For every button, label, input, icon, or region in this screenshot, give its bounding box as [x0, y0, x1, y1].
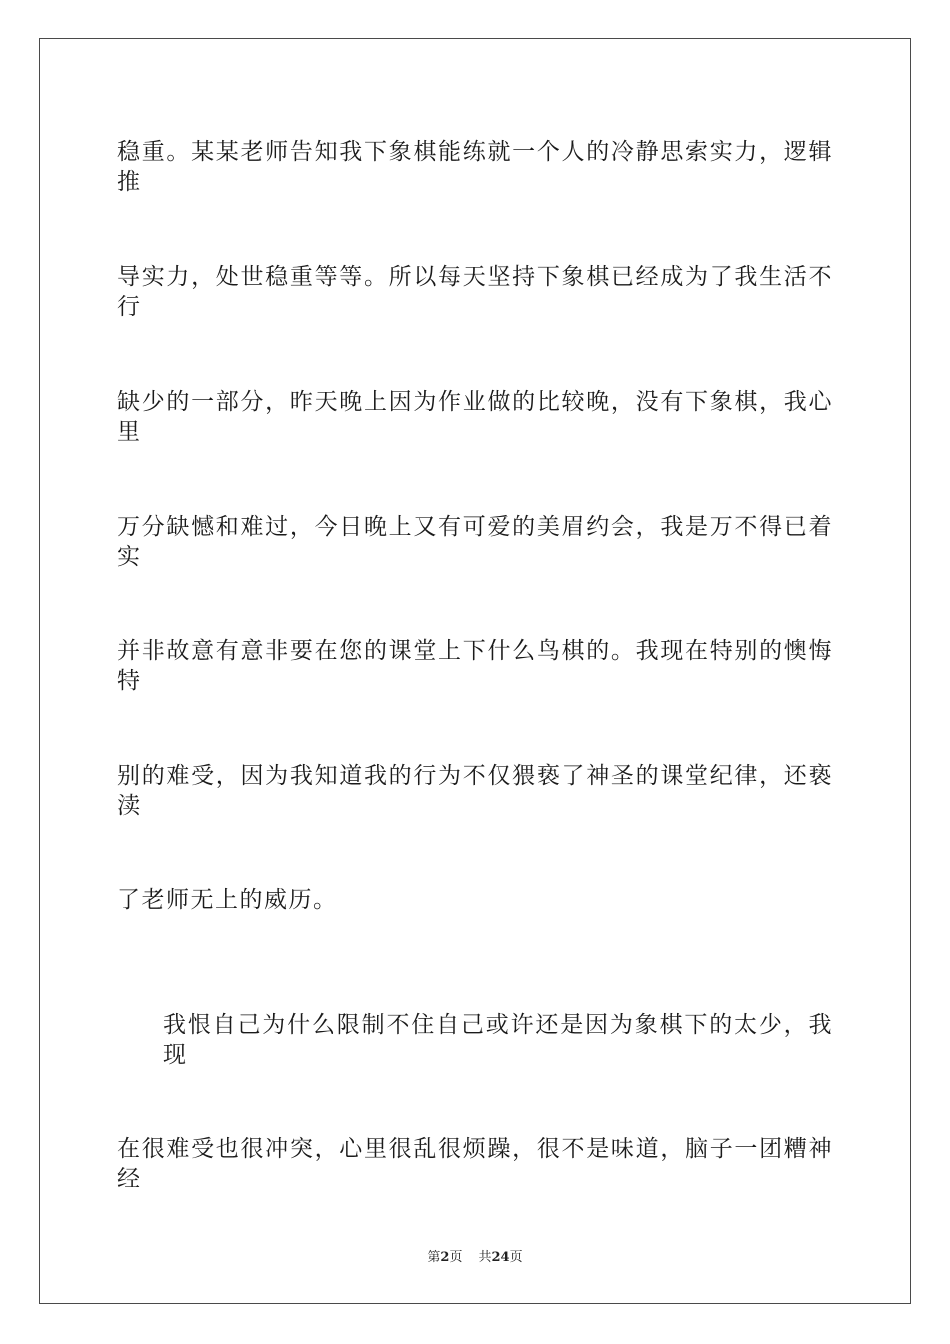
body-text-line-7: 了老师无上的威历。: [117, 887, 338, 913]
body-text-line-1: 稳重。某某老师告知我下象棋能练就一个人的冷静思索实力，逻辑推: [117, 139, 833, 195]
page-suffix: 页: [449, 1250, 463, 1265]
total-prefix: 共: [478, 1250, 492, 1265]
page-prefix: 第: [427, 1250, 441, 1265]
page-border: [39, 38, 911, 1304]
body-text-line-5: 并非故意有意非要在您的课堂上下什么鸟棋的。我现在特别的懊悔特: [117, 638, 833, 694]
body-text-line-4: 万分缺憾和难过，今日晚上又有可爱的美眉约会，我是万不得已着实: [117, 514, 833, 570]
total-suffix: 页: [509, 1250, 523, 1265]
body-text-line-9: 在很难受也很冲突，心里很乱很烦躁，很不是味道，脑子一团糟神经: [117, 1136, 833, 1192]
body-text-line-8: 我恨自己为什么限制不住自己或许还是因为象棋下的太少，我现: [163, 1012, 833, 1068]
page-footer: [0, 1249, 950, 1267]
body-text-line-3: 缺少的一部分，昨天晚上因为作业做的比较晚，没有下象棋，我心里: [117, 389, 833, 445]
body-text-line-6: 别的难受，因为我知道我的行为不仅猥亵了神圣的课堂纪律，还亵渎: [117, 763, 833, 819]
body-text-line-2: 导实力，处世稳重等等。所以每天坚持下象棋已经成为了我生活不行: [117, 264, 833, 320]
page-total: 24: [491, 1250, 510, 1265]
page-current: 2: [440, 1250, 450, 1265]
